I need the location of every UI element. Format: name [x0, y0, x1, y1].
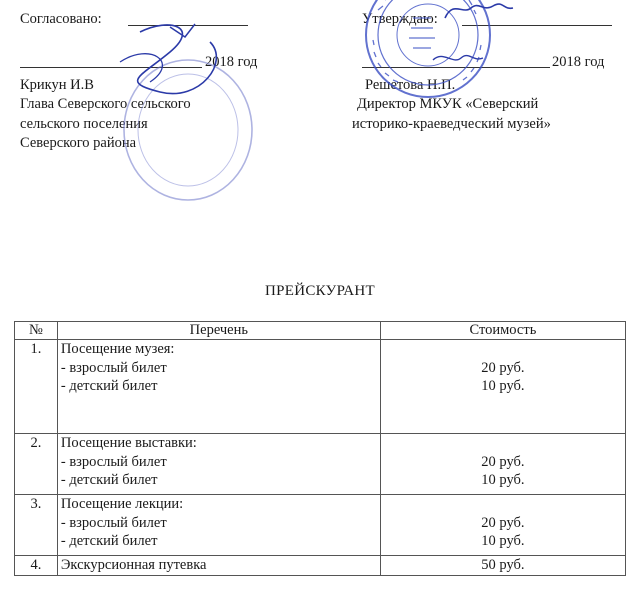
row-price: 20 руб. — [481, 359, 525, 376]
table-row — [15, 556, 626, 576]
row-number: 3. — [15, 495, 58, 556]
museum-stamp — [333, 0, 523, 130]
right-date-suffix: 2018 год — [552, 54, 605, 70]
left-name: Крикун И.В — [20, 77, 94, 93]
row-description — [57, 495, 380, 556]
table-row — [15, 340, 626, 434]
row-price: 50 руб. — [481, 557, 525, 573]
right-name: Решетова Н.П. — [365, 77, 456, 93]
approve-label: Утверждаю: — [362, 11, 438, 27]
row-price: 20 руб. — [481, 453, 525, 470]
left-stamp-image — [110, 22, 260, 202]
row-item: - взрослый билет — [60, 453, 167, 470]
row-prices — [380, 340, 625, 434]
row-item: - детский билет — [60, 533, 158, 549]
row-title: Посещение музея: — [60, 341, 175, 357]
price-table — [14, 321, 626, 576]
row-title: Посещение лекции: — [60, 496, 184, 512]
table-header-row — [15, 322, 626, 340]
left-date-suffix: 2018 год — [205, 54, 258, 70]
row-item: - взрослый билет — [60, 359, 167, 376]
row-title: Посещение выставки: — [60, 435, 197, 451]
row-prices — [380, 556, 625, 576]
row-description — [57, 434, 380, 495]
agreed-label: Согласовано: — [20, 11, 102, 27]
header-cost: Стоимость — [380, 322, 625, 340]
row-prices — [380, 495, 625, 556]
table-row — [15, 434, 626, 495]
row-price: 10 руб. — [481, 472, 525, 488]
right-position-line1: Директор МКУК «Северский — [357, 96, 539, 112]
row-item: - детский билет — [60, 472, 158, 488]
left-position-line1: Глава Северского сельского — [20, 96, 191, 112]
table-row — [15, 495, 626, 556]
row-prices — [380, 434, 625, 495]
row-number: 1. — [15, 340, 58, 434]
row-number: 2. — [15, 434, 58, 495]
header-list: Перечень — [57, 322, 380, 340]
row-price: 10 руб. — [481, 378, 525, 394]
document-title: ПРЕЙСКУРАНТ — [264, 283, 376, 299]
header-number: № — [15, 322, 58, 340]
row-description — [57, 556, 380, 576]
right-position-line2: историко-краеведческий музей» — [352, 116, 551, 132]
row-price: 10 руб. — [481, 533, 525, 549]
left-position-line2: сельского поселения — [20, 116, 148, 132]
row-item: - детский билет — [60, 378, 158, 394]
row-description — [57, 340, 380, 434]
row-number: 4. — [15, 556, 58, 576]
left-position-line3: Северского района — [20, 135, 137, 151]
row-title: Экскурсионная путевка — [60, 557, 207, 573]
row-price: 20 руб. — [481, 514, 525, 531]
row-item: - взрослый билет — [60, 514, 167, 531]
